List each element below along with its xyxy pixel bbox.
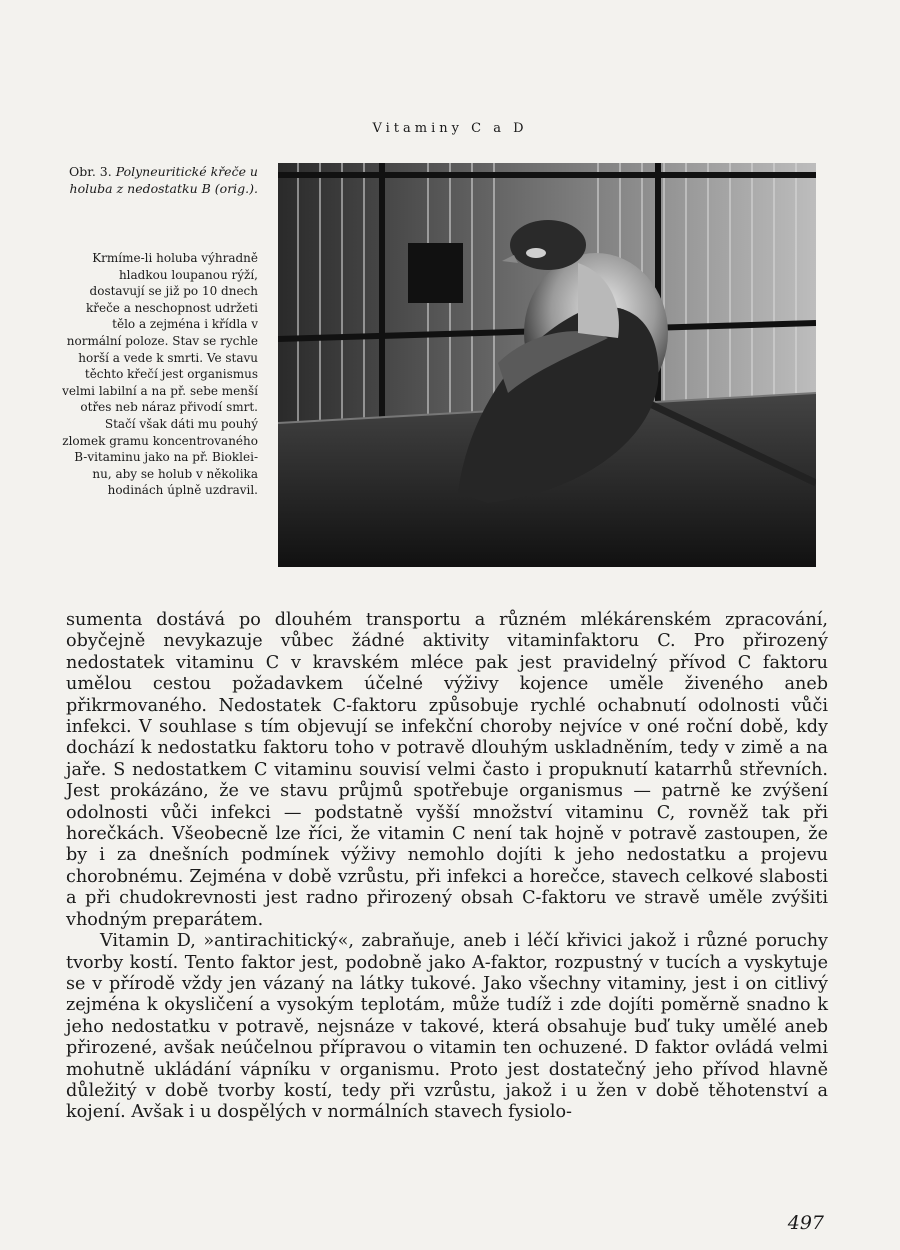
figure-caption-title (62, 163, 258, 197)
figure-label: Obr. 3. (68, 164, 112, 179)
pigeon-photo (278, 163, 816, 567)
running-head: Vitaminy C a D (372, 121, 528, 136)
figure-caption-body: Krmíme-li holuba výhradně hladkou loupanou rýží, dostavují se již po 10 dnech křeče a neschopnost udržeti tělo a zejména i křídla v normální poloze. Stav se rychle horší a vede k smrti. Ve stavu těchto křečí jest organismus velmi labilní a na př. sebe menší otřes neb náraz přivodí smrt. Stačí však dáti mu pouhý zlomek gramu koncentrovaného B-vitaminu jako na př. Biokleinu, aby se holub v několika hodinách úplně uzdravil. (62, 251, 258, 498)
figure-caption-italic: Polyneuritické křeče u holuba z nedostatku B (orig.). (69, 164, 258, 196)
paragraph: sumenta dostává po dlouhém transportu a různém mlékárenském zpracování, obyčejně nevykazuje vůbec žádné aktivity vitaminfaktoru C. Pro přirozený nedostatek vitaminu C v kravském mléce pak jest pravidelný přívod C faktoru umělou cestou požadavkem účelné výživy kojence uměle živeného aneb přikrmovaného. Nedostatek C-faktoru způsobuje rychlé ochabnutí odolnosti vůči infekci. V souhlase s tím objevují se infekční choroby nejvíce v oné roční době, kdy dochází k nedostatku faktoru toho v potravě dlouhým uskladněním, tedy v zimě a na jaře. S nedostatkem C vitaminu souvisí velmi často i propuknutí katarrhů střevních. Jest prokázáno, že ve stavu průjmů spotřebuje organismus — patrně ke zvýšení odolnosti vůči infekci — podstatně vyšší množství vitaminu C, rovněž tak při horečkách. Všeobecně lze říci, že vitamin C není tak hojně v potravě zastoupen, že by i za dnešních podmínek výživy nemohlo dojíti k jeho nedostatku a projevu chorobnému. Zejména v době vzrůstu, při infekci a horečce, stavech celkové slabosti a při chudokrevnosti jest radno přirozený obsah C-faktoru ve stravě uměle zvýšiti vhodným preparátem. (66, 610, 828, 930)
pigeon-in-cage-photo-illustration (278, 163, 816, 567)
body-text (66, 610, 828, 1124)
page-number: 497 (787, 1212, 824, 1234)
paragraph: Vitamin D, »antirachitický«, zabraňuje, aneb i léčí křivici jakož i různé poruchy tvorby kostí. Tento faktor jest, podobně jako A-faktor, rozpustný v tucích a vyskytuje se v přírodě vždy jen vázaný na látky tukové. Jako všechny vitaminy, jest i on citlivý zejména k okysličení a vysokým teplotám, může tudíž i zde dojíti poměrně snadno k jeho nedostatku v potravě, nejsnáze v takové, která obsahuje buď tuky umělé aneb přirozené, avšak neúčelnou přípravou o vitamin ten ochuzené. D faktor ovládá velmi mohutně ukládání vápníku v organismu. Proto jest dostatečný jeho přívod hlavně důležitý v době tvorby kostí, tedy při vzrůstu, jakož i u žen v době těhotenství a kojení. Avšak i u dospělých v normálních stavech fysiolo- (66, 931, 828, 1123)
